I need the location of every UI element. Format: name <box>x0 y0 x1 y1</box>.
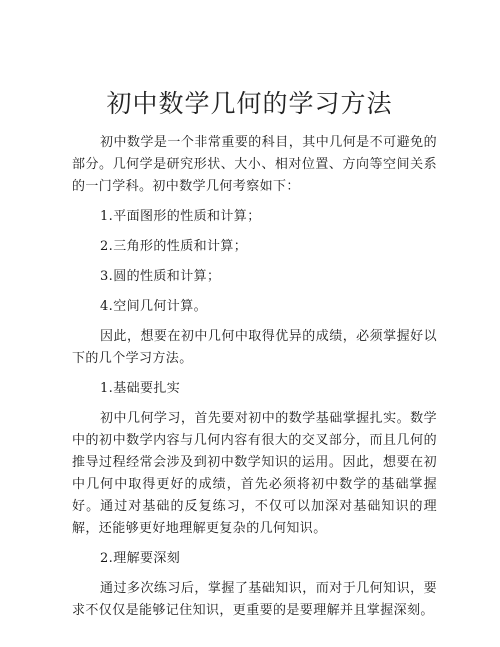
topic-item-2: 2.三角形的性质和计算； <box>100 239 248 254</box>
section-paragraph-1: 初中几何学习，首先要对初中的数学基础掌握扎实。数学中的初中数学内容与几何内容有很大的交叉部分，而且几何的推导过程经常会涉及到初中数学知识的运用。因此，想要在初中几何中取得更好的成绩，首先必须将初中数学的基础掌握好。通过对基础的反复练习，不仅可以加深对基础知识的理解，还能够更好地理解更复杂的几何知识。 <box>72 411 437 536</box>
topic-item-1: 1.平面图形的性质和计算； <box>100 209 261 224</box>
topic-item-3: 3.圆的性质和计算； <box>100 269 221 284</box>
transition-paragraph: 因此，想要在初中几何中取得优异的成绩，必须掌握好以下的几个学习方法。 <box>72 329 437 366</box>
intro-paragraph: 初中数学是一个非常重要的科目，其中几何是不可避免的部分。几何学是研究形状、大小、相对位置、方向等空间关系的一门学科。初中数学几何考察如下： <box>72 135 437 194</box>
section-heading-1: 1.基础要扎实 <box>100 381 181 396</box>
section-heading-2: 2.理解要深刻 <box>100 551 181 566</box>
document-body <box>72 132 437 622</box>
page-title: 初中数学几何的学习方法 <box>106 89 393 118</box>
section-paragraph-2: 通过多次练习后，掌握了基础知识，而对于几何知识，要求不仅仅是能够记住知识，更重要的是要理解并且掌握深刻。 <box>72 581 437 618</box>
topic-item-4: 4.空间几何计算。 <box>100 299 208 314</box>
